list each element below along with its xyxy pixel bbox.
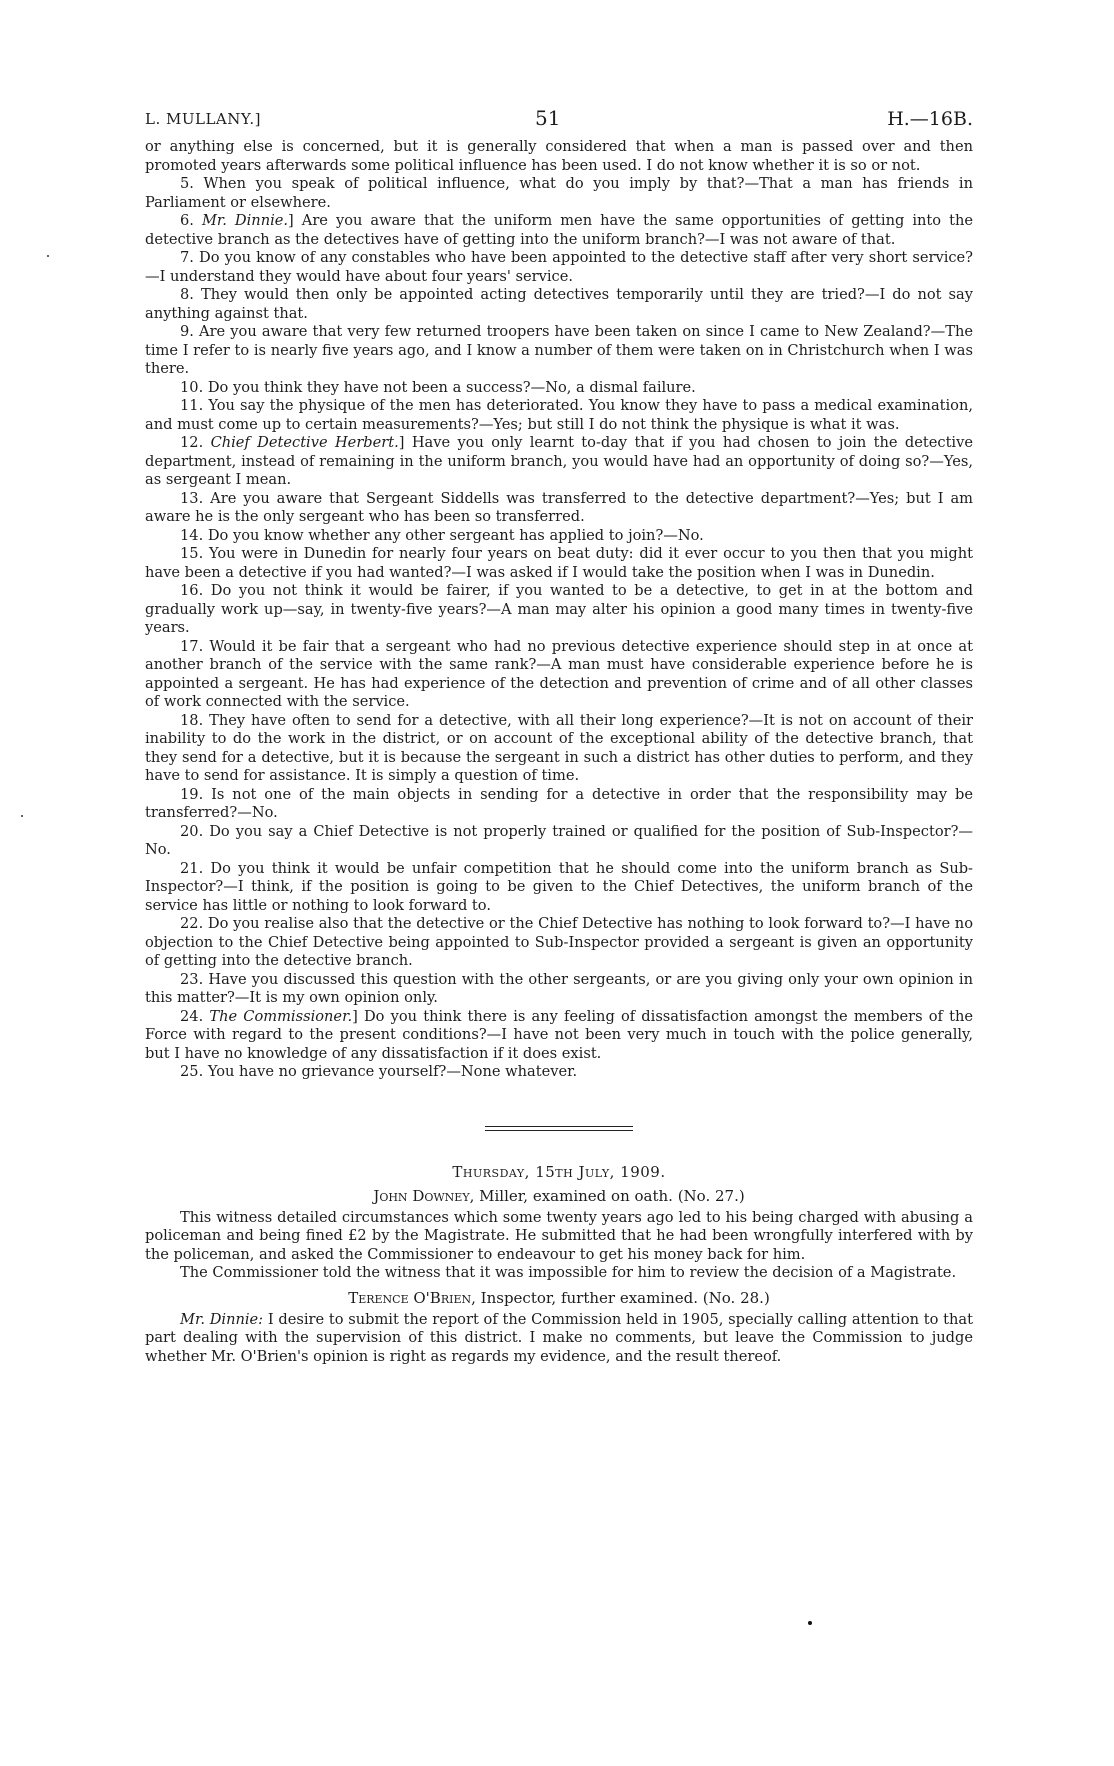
- paragraph: [145, 212, 973, 249]
- paragraph: [145, 434, 973, 490]
- paragraph: [145, 490, 973, 527]
- paragraph-text: Are you aware that the uniform men have the same opportunities of getting into the detective branch as the detectives have of getting into the uniform branch?—I was not aware of that.: [145, 212, 973, 248]
- witness-name: John Downey: [373, 1186, 470, 1205]
- witness-details: , Miller, examined on oath. (No. 27.): [469, 1186, 745, 1205]
- section-divider-double: [485, 1130, 633, 1131]
- witness-name: Terence O'Brien: [348, 1288, 472, 1307]
- paragraph: [145, 860, 973, 916]
- paragraph-text: Have you only learnt to-day that if you had chosen to join the detective department, instead of remaining in the uniform branch, you would have had an opportunity of doing so?—Yes, as sergeant I mean.: [145, 434, 973, 488]
- paragraph-text: 7. Do you know of any constables who have been appointed to the detective staff after very short service?—I understand they would have about four years' service.: [145, 249, 973, 285]
- speaker-name: The Commissioner.: [209, 1007, 353, 1025]
- paragraph-text: 5. When you speak of political influence, what do you imply by that?—That a man has friends in Parliament or elsewhere.: [145, 175, 973, 211]
- paragraph: [145, 286, 973, 323]
- paragraph-text: 22. Do you realise also that the detective or the Chief Detective has nothing to look forward to?—I have no objection to the Chief Detective being appointed to Sub-Inspector provided a sergeant is given an opportunity of getting into the detective branch.: [145, 915, 973, 969]
- paragraph: The Commissioner told the witness that it was impossible for him to review the decision of a Magistrate.: [180, 1264, 957, 1281]
- testimony-body: [145, 138, 973, 1082]
- speaker-name: Chief Detective Herbert.: [210, 434, 399, 451]
- paragraph: [145, 323, 973, 379]
- paragraph: [145, 582, 973, 638]
- speck: [21, 815, 23, 817]
- paragraph: [145, 175, 973, 212]
- paragraph: [145, 379, 973, 398]
- paragraph: [145, 915, 973, 971]
- paragraph-text: 17. Would it be fair that a sergeant who had no previous detective experience should step in at once at another branch of the service with the same rank?—A man must have considerable experience before he is appointed a sergeant. He has had experience of the detection and prevention of crime and of all other classes of work connected with the service.: [145, 637, 973, 710]
- page-number: 51: [535, 106, 561, 130]
- speaker-name: Mr. Dinnie.: [201, 212, 289, 229]
- question-number: 12.: [180, 434, 211, 451]
- paragraph-text: or anything else is concerned, but it is generally considered that when a man is passed over and then promoted years afterwards some political influence has been used. I do not know whether it is so or not.: [145, 138, 973, 174]
- witness-27-body: [145, 1209, 973, 1283]
- paragraph: [145, 545, 973, 582]
- paragraph-text: 18. They have often to send for a detective, with all their long experience?—It is not on account of their inability to do the work in the district, or on account of the exceptional ability of the detective branch, that they send for a detective, but it is because the sergeant in such a district has other duties to perform, and they have to send for assistance. It is simply a question of time.: [145, 711, 973, 784]
- paragraph-text: 23. Have you discussed this question with the other sergeants, or are you giving only your own opinion in this matter?—It is my own opinion only.: [145, 970, 973, 1006]
- paragraph-text: 19. Is not one of the main objects in sending for a detective in order that the responsibility may be transferred?—No.: [145, 785, 973, 821]
- paragraph-text: 9. Are you aware that very few returned troopers have been taken on since I came to New Zealand?—The time I refer to is nearly five years ago, and I know a number of them were taken on in Christchurch when I was there.: [145, 323, 973, 377]
- document-reference: H.—16B.: [887, 108, 973, 130]
- speaker-name: Mr. Dinnie:: [180, 1310, 264, 1328]
- paragraph-text: 13. Are you aware that Sergeant Siddells was transferred to the detective department?—Yes; but I am aware he is the only sergeant who has been so transferred.: [145, 489, 973, 525]
- paragraph-text: I desire to submit the report of the Commission held in 1905, specially calling attention to that part dealing with the supervision of this district. I make no comments, but leave the Commission to judge whether Mr. O'Brien's opinion is right as regards my evidence, and the result thereof.: [145, 1310, 973, 1365]
- paragraph: [145, 1311, 973, 1367]
- paragraph: [145, 823, 973, 860]
- hearing-date: Thursday, 15th July, 1909.: [452, 1162, 666, 1181]
- paragraph-text: 11. You say the physique of the men has deteriorated. You know they have to pass a medical examination, and must come up to certain measurements?—Yes; but still I do not think the physique is what it was.: [145, 397, 973, 433]
- section-divider: [485, 1126, 633, 1127]
- paragraph-text: 8. They would then only be appointed acting detectives temporarily until they are tried?—I do not say anything against that.: [145, 286, 973, 322]
- paragraph: [145, 138, 973, 175]
- paragraph-text: 21. Do you think it would be unfair competition that he should come into the uniform branch as Sub-Inspector?—I think, if the position is going to be given to the Chief Detectives, the uniform branch of the service has little or nothing to look forward to.: [145, 859, 973, 914]
- paragraph: [145, 249, 973, 286]
- page-header: [145, 100, 973, 138]
- paragraph-text: 10. Do you think they have not been a success?—No, a dismal failure.: [180, 378, 696, 396]
- paragraph: [145, 712, 973, 786]
- paragraph-text: Do you think there is any feeling of dissatisfaction amongst the members of the Force with regard to the present conditions?—I have not been very much in touch with the police generally, but I have no knowledge of any dissatisfaction if it does exist.: [145, 1007, 973, 1062]
- speck: [47, 255, 49, 257]
- bracket: ]: [288, 212, 294, 229]
- paragraph: [145, 397, 973, 434]
- paragraph: This witness detailed circumstances which some twenty years ago led to his being charged with abusing a policeman and being fined £2 by the Magistrate. He submitted that he had been wrongfully interfered with by the policeman, and asked the Commissioner to endeavour to get his money back for him.: [145, 1208, 973, 1263]
- ink-dot: [808, 1621, 812, 1625]
- paragraph: [145, 786, 973, 823]
- witness-heading-28: [145, 1289, 973, 1307]
- paragraph: [145, 638, 973, 712]
- header-witness-name: L. MULLANY.]: [145, 110, 261, 128]
- question-number: 6.: [180, 212, 202, 229]
- paragraph-text: 20. Do you say a Chief Detective is not properly trained or qualified for the position of Sub-Inspector?—No.: [145, 822, 973, 858]
- paragraph: [145, 527, 973, 546]
- paragraph-text: 25. You have no grievance yourself?—None whatever.: [180, 1063, 578, 1080]
- paragraph: [145, 1008, 973, 1064]
- paragraph-text: 15. You were in Dunedin for nearly four years on beat duty: did it ever occur to you then that you might have been a detective if you had wanted?—I was asked if I would take the position when I was in Dunedin.: [145, 545, 973, 581]
- witness-details: , Inspector, further examined. (No. 28.): [471, 1288, 770, 1307]
- bracket: ]: [352, 1007, 358, 1025]
- question-number: 24.: [180, 1007, 210, 1025]
- witness-heading-27: [145, 1187, 973, 1205]
- paragraph-text: 14. Do you know whether any other sergeant has applied to join?—No.: [180, 526, 704, 544]
- witness-28-body: [145, 1311, 973, 1367]
- bracket: ]: [398, 434, 405, 451]
- paragraph-text: 16. Do you not think it would be fairer, if you wanted to be a detective, to get in at the bottom and gradually work up—say, in twenty-five years?—A man may alter his opinion a good many times in twenty-five years.: [145, 582, 973, 636]
- page: [145, 100, 973, 1366]
- paragraph: [145, 1063, 973, 1082]
- paragraph: [145, 971, 973, 1008]
